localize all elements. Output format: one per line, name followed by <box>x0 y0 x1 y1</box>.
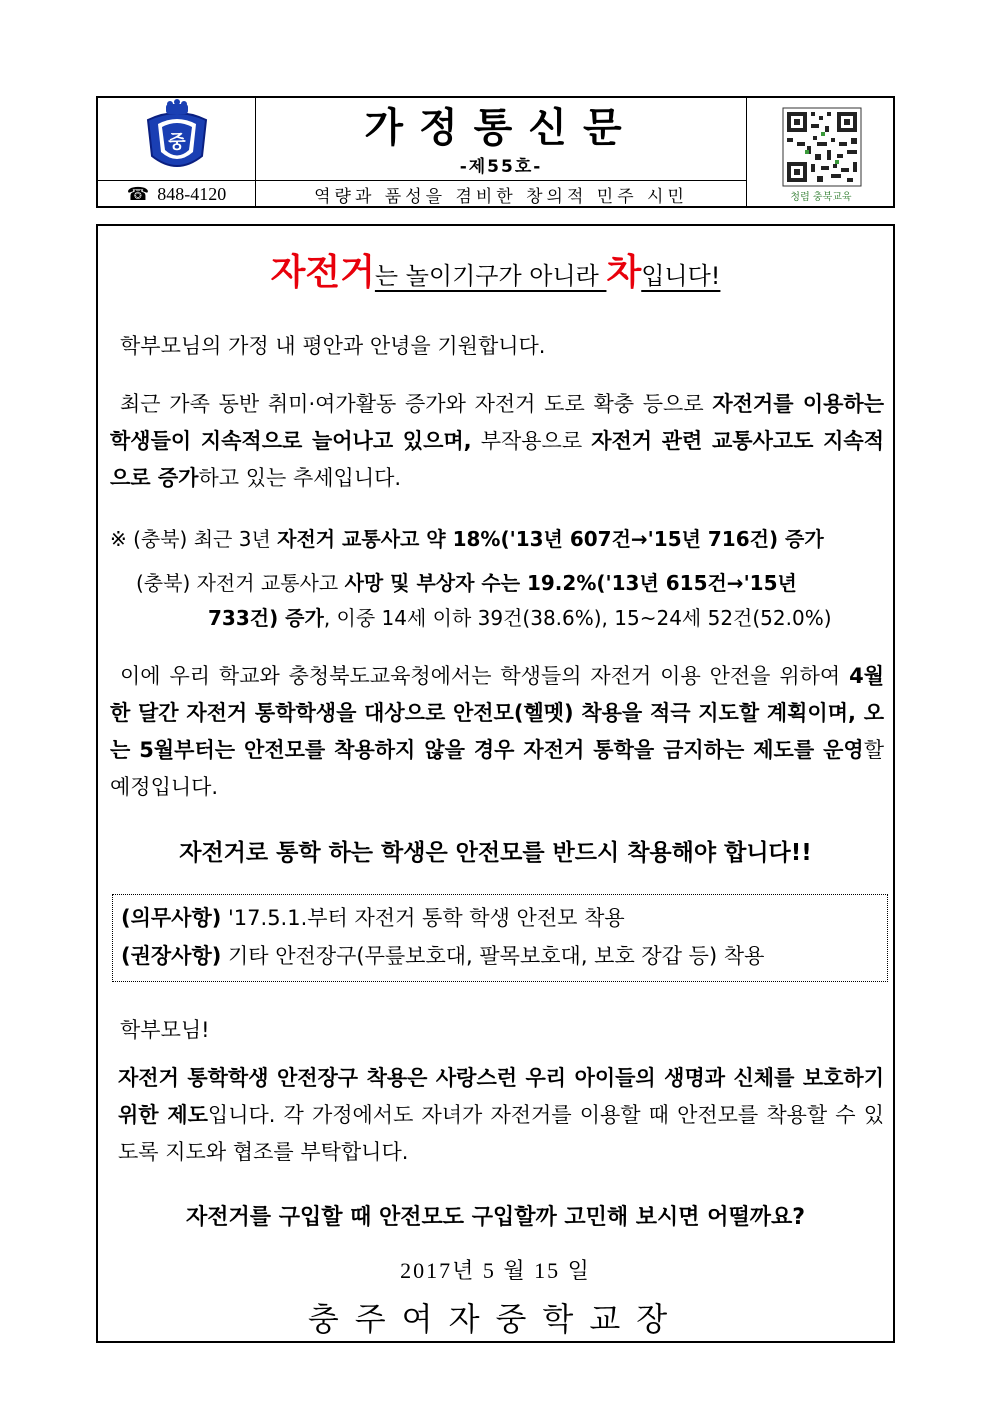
rule-mandatory <box>121 899 879 937</box>
school-emblem-icon <box>98 98 256 180</box>
note2-bold-b: 사망 및 부상자 수는 19.2%('13년 615건→'15년 <box>344 571 797 595</box>
headline <box>98 244 893 295</box>
note1-text: ※ (충북) 최근 3년 <box>110 527 278 551</box>
statistic-note-2 <box>136 566 886 636</box>
para1-text-a: 최근 가족 동반 취미·여가활동 증가와 자전거 도로 확충 등으로 <box>120 392 713 416</box>
rule-recommended <box>121 937 879 975</box>
school-logo-cell <box>98 98 256 180</box>
note2-text-d: , 이중 14세 이하 39건(38.6%), 15~24세 52건(52.0%) <box>323 606 832 630</box>
qr-caption: 청렴 충북교육 <box>790 192 852 203</box>
para2-text-c: 할 예정입니다. <box>110 738 884 799</box>
rules-box <box>112 894 888 982</box>
para3-bold-a: 자전거 통학학생 안전장구 착용은 사랑스런 우리 아이들의 생명과 신체를 보호하기 위한 제도 <box>118 1066 884 1127</box>
note2-bold-c: 733건) 증가 <box>208 606 324 630</box>
issue-number: -제55호- <box>459 157 543 177</box>
para1-text-c: 부작용으로 <box>471 429 592 453</box>
document-date: 2017년 5 월 15 일 <box>400 1258 591 1283</box>
header-table <box>96 96 895 208</box>
phone-cell <box>98 180 256 208</box>
qr-code-icon[interactable] <box>747 98 896 208</box>
para1-bold-b: 자전거를 이용하는 학생들이 지속적으로 늘어나고 있으며, <box>110 392 884 453</box>
phone-number: 848-4120 <box>157 184 227 204</box>
paragraph-trend <box>110 386 884 497</box>
para1-bold-d: 자전거 관련 교통사고도 지속적으로 증가 <box>110 429 884 490</box>
headline-end: 입니다! <box>641 262 721 290</box>
greeting: 학부모님의 가정 내 평안과 안녕을 기원합니다. <box>120 334 546 358</box>
paragraph-policy <box>110 658 884 806</box>
para1-text-e: 하고 있는 추세입니다. <box>198 466 402 490</box>
note1-bold: 자전거 교통사고 약 18%('13년 607건→'15년 716건) 증가 <box>277 527 824 551</box>
rule-recommended-text: 기타 안전장구(무릎보호대, 팔목보호대, 보호 장갑 등) 착용 <box>221 944 765 968</box>
qr-cell <box>746 98 895 208</box>
headline-car: 차 <box>606 252 642 293</box>
paragraph-request <box>118 1060 884 1171</box>
statistic-note-1 <box>110 522 824 557</box>
document-title: 가정통신문 <box>364 105 638 151</box>
helmet-emphasis: 자전거로 통학 하는 학생은 안전모를 반드시 착용해야 합니다!! <box>179 840 812 866</box>
signer: 충주여자중학교장 <box>307 1300 684 1338</box>
para2-text-a: 이에 우리 학교와 충청북도교육청에서는 학생들의 자전거 이용 안전을 위하여 <box>120 664 850 688</box>
headline-bicycle: 자전거 <box>270 252 375 293</box>
rule-recommended-label: (권장사항) <box>121 944 222 968</box>
telephone-icon: ☎ <box>126 184 150 204</box>
school-motto: 역량과 품성을 겸비한 창의적 민주 시민 <box>256 180 746 208</box>
content-box <box>96 224 895 1343</box>
title-cell <box>256 98 746 180</box>
closing-greeting: 학부모님! <box>120 1018 210 1042</box>
purchase-question: 자전거를 구입할 때 안전모도 구입할까 고민해 보시면 어떨까요? <box>186 1205 805 1230</box>
note2-text-a: (충북) 자전거 교통사고 <box>136 571 345 595</box>
svg-text:중: 중 <box>168 132 186 153</box>
rule-mandatory-text: '17.5.1.부터 자전거 통학 학생 안전모 착용 <box>221 906 625 930</box>
rule-mandatory-label: (의무사항) <box>121 906 222 930</box>
para2-bold-b: 4월 한 달간 자전거 통학학생을 대상으로 안전모(헬멧) 착용을 적극 지도할 계획이며, 오는 5월부터는 안전모를 착용하지 않을 경우 자전거 통학을 금지하는 제도를 운영 <box>110 664 884 762</box>
headline-middle: 는 놀이기구가 아니라 <box>374 262 607 290</box>
para3-text-b: 입니다. 각 가정에서도 자녀가 자전거를 이용할 때 안전모를 착용할 수 있도록 지도와 협조를 부탁합니다. <box>118 1103 884 1164</box>
